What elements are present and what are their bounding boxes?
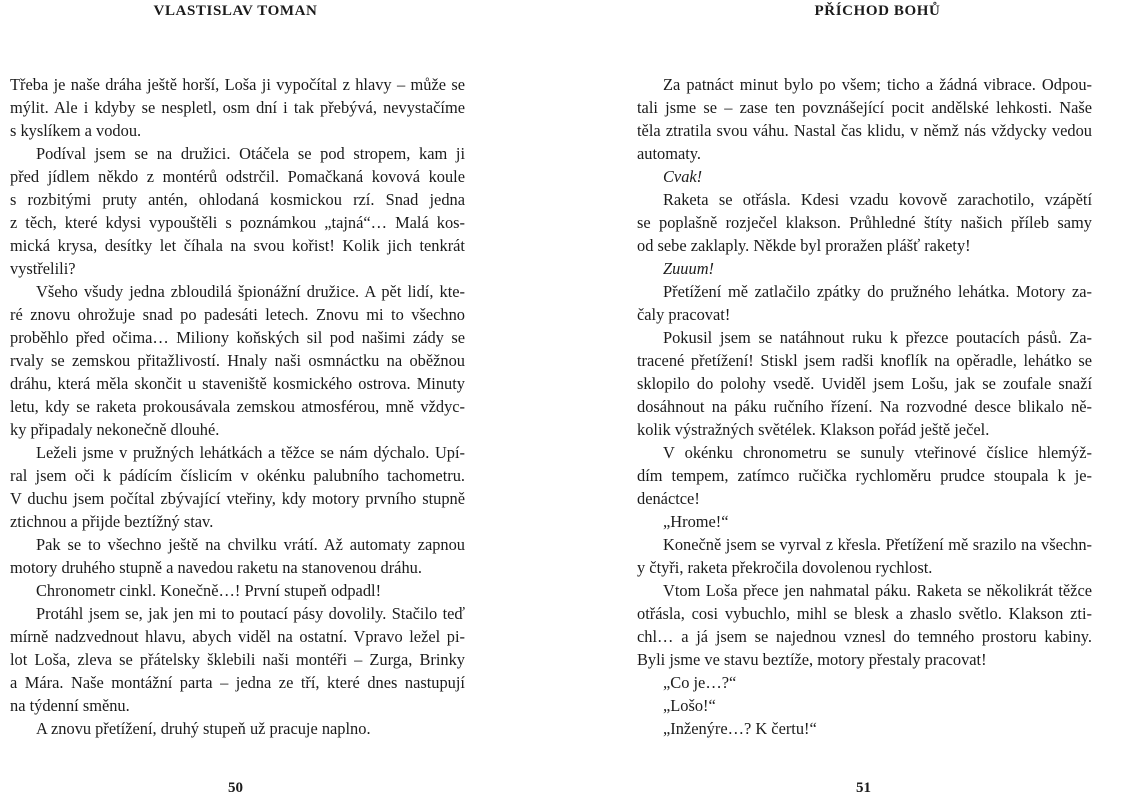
- text-line: ztichnou a přijde beztížný stav.: [10, 512, 214, 531]
- text-line: těla ztratila svou váhu. Nastal čas klidu, v němž nás vždycky vedou: [637, 121, 1092, 140]
- text-line: čaly pracovat!: [637, 305, 731, 324]
- running-header-author: VLASTISLAV TOMAN: [153, 3, 318, 19]
- left-page: [0, 0, 561, 800]
- text-line: vystřelili?: [10, 259, 76, 278]
- page-number: 51: [856, 780, 871, 796]
- text-line: před jídlem někdo z montérů odstrčil. Pomačkaná kovová koule: [10, 167, 465, 186]
- text-line: Raketa se otřásla. Kdesi vzadu kovově zarachotilo, vzápětí: [663, 190, 1092, 209]
- text-line: se poplašně rozječel klakson. Průhledné štíty našich příleb samy: [637, 213, 1092, 232]
- text-line: „Inženýre…? K čertu!“: [663, 719, 817, 738]
- text-line: V okénku chronometru se sunuly vteřinové číslice hlemýž-: [663, 443, 1092, 462]
- text-line: Třeba je naše dráha ještě horší, Loša ji vypočítal z hlavy – může se: [10, 75, 465, 94]
- text-line: Přetížení mě zatlačilo zpátky do pružného lehátka. Motory za-: [663, 282, 1092, 301]
- text-line: ral jsem oči k pádícím číslicím v okénku palubního tachometru.: [10, 466, 465, 485]
- text-line: Konečně jsem se vyrval z křesla. Přetížení mě srazilo na všechn-: [663, 535, 1092, 554]
- text-line: Protáhl jsem se, jak jen mi to poutací pásy dovolily. Stačilo teď: [36, 604, 465, 623]
- text-line: „Hrome!“: [663, 512, 729, 531]
- text-line: Leželi jsme v pružných lehátkách a těžce se nám dýchalo. Upí-: [36, 443, 465, 462]
- text-line: Vtom Loša přece jen nahmatal páku. Raketa se několikrát těžce: [663, 581, 1092, 600]
- text-line: mická krysa, desítky let číhala na svou kořist! Kolik jich tenkrát: [10, 236, 465, 255]
- page-number: 50: [228, 780, 243, 796]
- right-page-body: [637, 73, 1092, 740]
- text-line: letu, kdy se raketa prokousávala zemskou atmosférou, mně vždyc-: [10, 397, 465, 416]
- text-line: Cvak!: [663, 167, 703, 186]
- text-line: s kyslíkem a vodou.: [10, 121, 142, 140]
- text-line: automaty.: [637, 144, 702, 163]
- text-line: Pokusil jsem se natáhnout ruku k přezce poutacích pásů. Za-: [663, 328, 1092, 347]
- text-line: sklopilo do polohy vsedě. Uviděl jsem Lošu, jak se zoufale snaží: [637, 374, 1092, 393]
- text-line: a Mára. Naše montážní parta – jedna ze tří, které dnes nastupují: [10, 673, 465, 692]
- left-page-body: [10, 73, 465, 740]
- text-line: otřásla, cosi vybuchlo, mihl se blesk a zhaslo světlo. Klakson zti-: [637, 604, 1092, 623]
- text-line: od sebe zaklaply. Někde byl proražen plášť rakety!: [637, 236, 971, 255]
- text-line: Chronometr cinkl. Konečně…! První stupeň odpadl!: [36, 581, 382, 600]
- text-line: na týdenní směnu.: [10, 696, 130, 715]
- text-line: lot Loša, zleva se přátelsky šklebili naši montéři – Zurga, Brinky: [10, 650, 465, 669]
- text-line: chl… a já jsem se najednou vznesl do temného prostoru kabiny.: [637, 627, 1092, 646]
- text-line: motory druhého stupně a navedou raketu na stanovenou dráhu.: [10, 558, 422, 577]
- text-line: V duchu jsem počítal zbývající vteřiny, kdy motory prvního stupně: [10, 489, 465, 508]
- text-line: dím tempem, zatímco ručička rychloměru prudce stoupala k je-: [637, 466, 1092, 485]
- text-line: tali jsme se – zase ten povznášející pocit andělské lehkosti. Naše: [637, 98, 1092, 117]
- text-line: Zuuum!: [663, 259, 714, 278]
- text-line: mýlit. Ale i kdyby se nespletl, osm dní i tak přebývá, nevystačíme: [10, 98, 465, 117]
- text-line: dráhu, která měla skončit u staveniště kosmického ostrova. Minuty: [10, 374, 465, 393]
- text-line: tracené přetížení! Stiskl jsem radši knoflík na opěradle, lehátko se: [637, 351, 1092, 370]
- text-line: Byli jsme ve stavu beztíže, motory přestaly pracovat!: [637, 650, 987, 669]
- text-line: A znovu přetížení, druhý stupeň už pracuje naplno.: [36, 719, 371, 738]
- right-page: [562, 0, 1123, 800]
- text-line: kolik výstražných světélek. Klakson pořád ještě ječel.: [637, 420, 990, 439]
- text-line: z těch, které kdysi vypouštěli s poznámkou „tajná“… Malá kos-: [10, 213, 465, 232]
- text-line: rvaly se zemskou přitažlivostí. Hnaly naši osmnáctku na oběžnou: [10, 351, 465, 370]
- text-line: „Lošo!“: [663, 696, 716, 715]
- text-line: ré znovu ohrožuje snad po padesáti letech. Znovu mi to všechno: [10, 305, 465, 324]
- text-line: proběhlo před očima… Miliony koňských sil pod našimi zády se: [10, 328, 465, 347]
- text-line: denáctce!: [637, 489, 700, 508]
- text-line: Pak se to všechno ještě na chvilku vrátí. Až automaty zapnou: [36, 535, 465, 554]
- text-line: Všeho všudy jedna zbloudilá špionážní družice. A pět lidí, kte-: [36, 282, 465, 301]
- text-line: „Co je…?“: [663, 673, 737, 692]
- running-header-title: PŘÍCHOD BOHŮ: [814, 3, 941, 19]
- text-line: dosáhnout na páku ručního řízení. Na rozvodné desce blikalo ně-: [637, 397, 1092, 416]
- text-line: Podíval jsem se na družici. Otáčela se pod stropem, kam ji: [36, 144, 465, 163]
- text-line: mírně nadzvednout hlavu, abych viděl na ostatní. Vpravo ležel pi-: [10, 627, 465, 646]
- text-line: ky připadaly nekonečně dlouhé.: [10, 420, 220, 439]
- text-line: y čtyři, raketa překročila dovolenou rychlost.: [637, 558, 933, 577]
- text-line: Za patnáct minut bylo po všem; ticho a žádná vibrace. Odpou-: [663, 75, 1092, 94]
- text-line: s rozbitými pruty antén, ohlodaná kosmickou rzí. Snad jedna: [10, 190, 465, 209]
